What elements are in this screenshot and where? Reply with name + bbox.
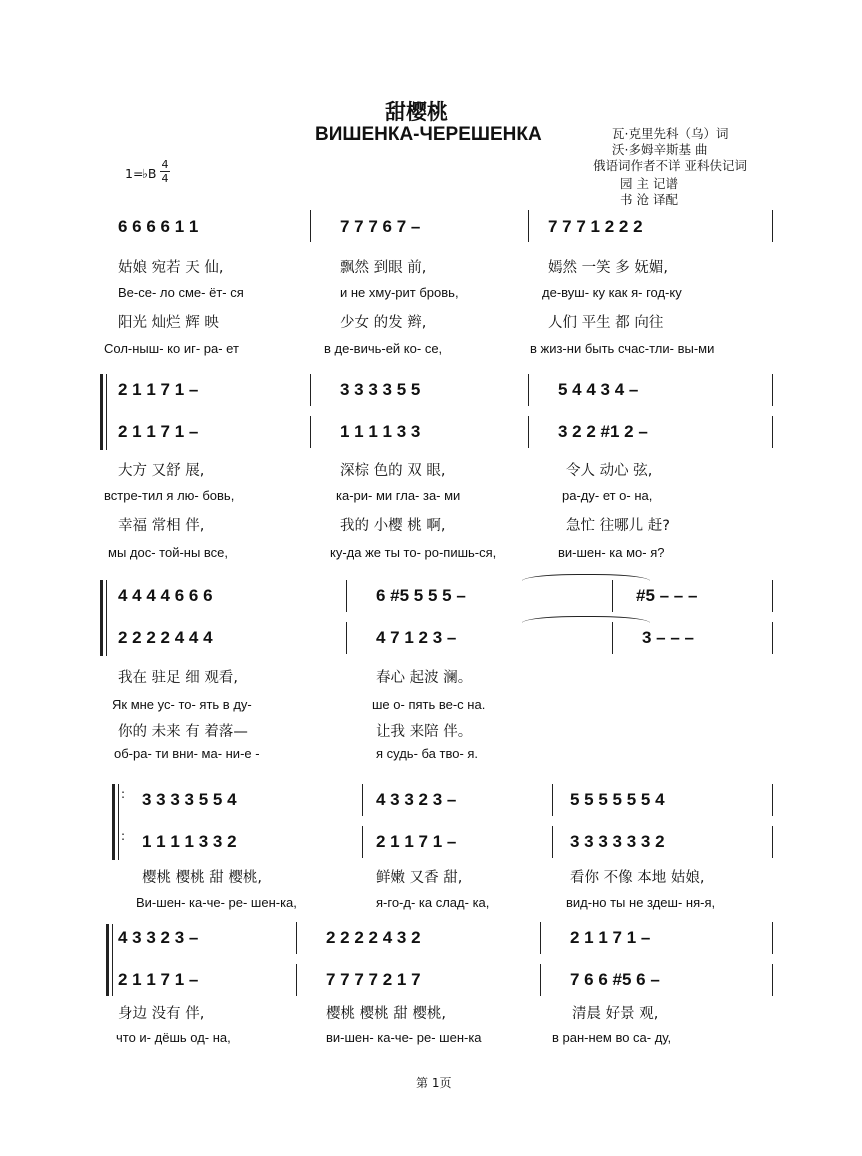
lyric-cn: 我的 小樱 桃 啊, (340, 518, 446, 534)
lyric-ru: Як мне ус- то- ять в ду- (112, 697, 252, 712)
barline (772, 374, 773, 406)
lyric-ru: вид-но ты не здеш- ня-я, (566, 895, 716, 910)
notes-measure-bottom: 1 1 1 1 3 3 (340, 422, 421, 441)
barline (540, 922, 541, 954)
lyric-cn: 身边 没有 伴, (118, 1006, 205, 1022)
lyric-ru: Ви-шен- ка-че- ре- шен-ка, (136, 895, 297, 910)
barline (552, 784, 553, 816)
barline (528, 416, 529, 448)
page-number: 第 1页 (416, 1076, 452, 1090)
lyric-ru: ку-да же ты то- ро-пишь-ся, (330, 545, 497, 560)
barline (552, 826, 553, 858)
barline (310, 374, 311, 406)
lyric-ru: мы дос- той-ны все, (108, 545, 229, 560)
barline (362, 826, 363, 858)
time-bottom: 4 (161, 172, 169, 185)
lyric-cn: 少女 的发 辫, (340, 315, 427, 331)
barline (346, 580, 347, 612)
key-label: 1= (125, 166, 144, 181)
barline (310, 416, 311, 448)
repeat-bar-thin (118, 784, 119, 860)
notes-measure-top: #5 – – – (636, 586, 698, 605)
credit-russian-lyrics: 俄语词作者不详 亚科伕记词 (593, 158, 747, 173)
lyric-ru: и не хму-рит бровь, (340, 285, 459, 300)
lyric-ru: ви-шен- ка мо- я? (558, 545, 665, 560)
barline (772, 826, 773, 858)
credit-lyricist: 瓦·克里先科（乌）词 (612, 126, 729, 141)
lyric-ru: в де-вичь-ей ко- се, (324, 341, 443, 356)
notes-measure: 7 7 7 6 7 – (340, 217, 421, 236)
lyric-ru: я-го-д- ка слад- ка, (376, 895, 490, 910)
lyric-cn: 樱桃 樱桃 甜 樱桃, (142, 870, 262, 886)
barline (528, 374, 529, 406)
lyric-cn: 让我 来陪 伴。 (376, 724, 473, 740)
notes-measure-bottom: 2 1 1 7 1 – (118, 422, 199, 441)
notes-measure-top: 6 #5 5 5 5 – (376, 586, 466, 605)
notes-measure-top: 4 3 3 2 3 – (118, 928, 199, 947)
barline (772, 964, 773, 996)
notes-measure-bottom: 1 1 1 1 3 3 2 (142, 832, 237, 851)
barline (772, 210, 773, 242)
title-chinese: 甜樱桃 (385, 99, 448, 124)
notes-measure-top: 3 3 3 3 5 5 4 (142, 790, 237, 809)
lyric-cn: 清晨 好景 观, (572, 1006, 659, 1022)
lyric-cn: 春心 起波 澜。 (376, 670, 473, 686)
barline (528, 210, 529, 242)
notes-measure-bottom: 7 6 6 #5 6 – (570, 970, 660, 989)
notes-measure-top: 5 5 5 5 5 5 4 (570, 790, 665, 809)
lyric-cn: 飘然 到眼 前, (340, 260, 427, 276)
system-bracket (100, 580, 103, 656)
barline (772, 416, 773, 448)
barline (772, 784, 773, 816)
notes-measure-bottom: 2 1 1 7 1 – (376, 832, 457, 851)
notes-measure-top: 2 1 1 7 1 – (118, 380, 199, 399)
notes-measure-bottom: 2 2 2 2 4 4 4 (118, 628, 213, 647)
barline (612, 580, 613, 612)
notes-measure-bottom: 7 7 7 7 2 1 7 (326, 970, 421, 989)
system-bracket-thin (106, 374, 107, 450)
lyric-cn: 深棕 色的 双 眼, (340, 463, 446, 479)
lyric-cn: 嫣然 一笑 多 妩媚, (548, 260, 668, 276)
lyric-ru: что и- дёшь од- на, (116, 1030, 231, 1045)
barline (310, 210, 311, 242)
lyric-cn: 鲜嫩 又香 甜, (376, 870, 463, 886)
notes-measure-top: 3 3 3 3 5 5 (340, 380, 421, 399)
lyric-ru: я судь- ба тво- я. (376, 746, 479, 761)
system-bracket-thin (106, 580, 107, 656)
lyric-ru: ше о- пять ве-с на. (372, 697, 486, 712)
lyric-cn: 阳光 灿烂 辉 映 (118, 315, 219, 331)
lyric-cn: 幸福 常相 伴, (118, 518, 205, 534)
notes-measure-bottom: 2 1 1 7 1 – (118, 970, 199, 989)
barline (612, 622, 613, 654)
lyric-cn: 姑娘 宛若 天 仙, (118, 260, 224, 276)
credit-composer: 沃·多姆辛斯基 曲 (612, 142, 708, 157)
notes-measure-bottom: 3 3 3 3 3 3 2 (570, 832, 665, 851)
lyric-ru: ви-шен- ка-че- ре- шен-ка (326, 1030, 482, 1045)
lyric-cn: 大方 又舒 展, (118, 463, 205, 479)
lyric-cn: 樱桃 樱桃 甜 樱桃, (326, 1006, 446, 1022)
lyric-cn: 人们 平生 都 向往 (548, 315, 664, 331)
lyric-ru: встре-тил я лю- бовь, (104, 488, 235, 503)
notes-measure-bottom: 3 2 2 #1 2 – (558, 422, 648, 441)
repeat-dots-bottom: : (121, 829, 126, 843)
barline (540, 964, 541, 996)
time-signature (160, 159, 170, 184)
lyric-ru: де-вуш- ку как я- год-ку (542, 285, 682, 300)
lyric-ru: в ран-нем во са- ду, (552, 1030, 672, 1045)
notes-measure-top: 4 3 3 2 3 – (376, 790, 457, 809)
notes-measure-top: 5 4 4 3 4 – (558, 380, 639, 399)
barline (296, 922, 297, 954)
lyric-ru: ра-ду- ет о- на, (562, 488, 653, 503)
credit-notation: 园 主 记谱 (620, 176, 678, 191)
repeat-bar (112, 784, 115, 860)
lyric-ru: Ве-се- ло сме- ёт- ся (118, 285, 244, 300)
tie (522, 616, 650, 623)
lyric-cn: 急忙 往哪儿 赶? (566, 518, 670, 534)
system-bracket (100, 374, 103, 450)
lyric-cn: 我在 驻足 细 观看, (118, 670, 238, 686)
notes-measure-top: 2 2 2 2 4 3 2 (326, 928, 421, 947)
credit-translation: 书 沧 译配 (620, 192, 678, 207)
barline (772, 580, 773, 612)
notes-measure-top: 4 4 4 4 6 6 6 (118, 586, 213, 605)
lyric-cn: 你的 未来 有 着落— (118, 724, 248, 740)
notes-measure-top: 2 1 1 7 1 – (570, 928, 651, 947)
time-top: 4 (161, 158, 169, 171)
system-bracket-thin (112, 924, 113, 996)
key-flat: ♭B (142, 166, 157, 181)
notes-measure-bottom: 3 – – – (642, 628, 694, 647)
system-bracket (106, 924, 109, 996)
lyric-cn: 令人 动心 弦, (566, 463, 653, 479)
notes-measure: 6 6 6 6 1 1 (118, 217, 199, 236)
lyric-ru: об-ра- ти вни- ма- ни-е - (114, 746, 260, 761)
barline (296, 964, 297, 996)
repeat-dots-top: : (121, 787, 126, 801)
lyric-ru: в жиз-ни быть счас-тли- вы-ми (530, 341, 715, 356)
lyric-cn: 看你 不像 本地 姑娘, (570, 870, 705, 886)
notes-measure-bottom: 4 7 1 2 3 – (376, 628, 457, 647)
barline (346, 622, 347, 654)
notes-measure: 7 7 7 1 2 2 2 (548, 217, 643, 236)
title-russian: ВИШЕНКА-ЧЕРЕШЕНКА (315, 124, 542, 145)
lyric-ru: Сол-ныш- ко иг- ра- ет (104, 341, 239, 356)
barline (772, 622, 773, 654)
tie (522, 574, 650, 581)
barline (772, 922, 773, 954)
lyric-ru: ка-ри- ми гла- за- ми (336, 488, 461, 503)
barline (362, 784, 363, 816)
